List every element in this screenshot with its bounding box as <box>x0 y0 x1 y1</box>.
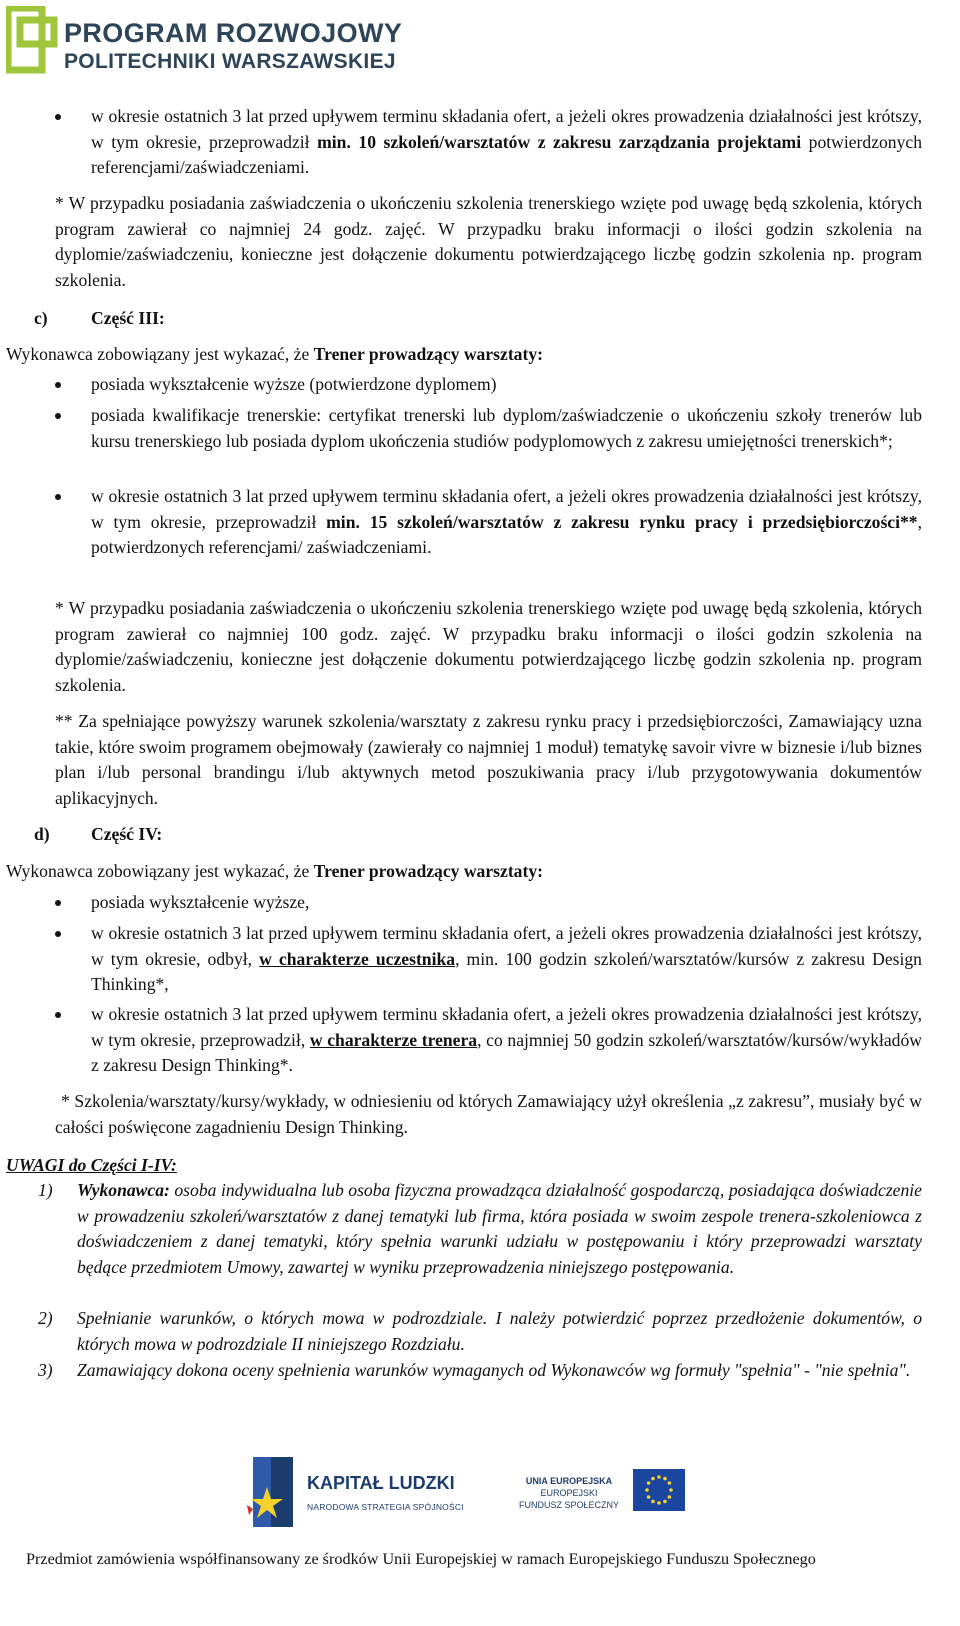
bullet-text-end: , co najmniej 50 godzin szkoleń/warsztatów/kursów/wykładów z zakresu Design Thinking*. <box>91 1029 922 1076</box>
bullet-text-end: , min. 100 godzin szkoleń/warsztatów/kursów z zakresu Design Thinking*, <box>91 948 922 995</box>
bullet-dot <box>55 114 61 120</box>
bullet-dot <box>55 931 61 937</box>
part4-intro <box>6 859 922 885</box>
cofinancing-statement: Przedmiot zamówienia współfinansowany ze środków Unii Europejskiej w ramach Europejskiego Funduszu Społecznego <box>26 1550 816 1568</box>
bullet-text-end: , potwierdzonych referencjami/ zaświadczeniami. <box>91 511 922 558</box>
eu-line-3: FUNDUSZ SPOŁECZNY <box>518 1500 619 1510</box>
part3-title: Część III: <box>91 308 165 328</box>
bullet-emphasis: w charakterze trenera <box>309 1029 478 1050</box>
bullet-text: w okresie ostatnich 3 lat przed upływem terminu składania ofert, a jeżeli okres prowadzenia działalności jest krótszy, w tym okresie, przeprowadził, <box>91 1004 922 1050</box>
program-logo <box>6 6 426 82</box>
eu-line-2: EUROPEJSKI <box>540 1488 598 1498</box>
intro-text: Wykonawca zobowiązany jest wykazać, że <box>6 861 314 881</box>
remark-item <box>77 1178 922 1280</box>
part3-bullet-education: posiada wykształcenie wyższe (potwierdzone dyplomem) <box>91 374 497 394</box>
part4-title: Część IV: <box>91 824 163 844</box>
remark-text: Spełnianie warunków, o których mowa w podrozdziale. I należy potwierdzić poprzez przedłożenie dokumentów, o których mowa w podrozdziale II niniejszego Rozdziału. <box>77 1308 922 1354</box>
part4-letter: d) <box>34 824 50 844</box>
program-logo-mark-icon <box>6 6 58 76</box>
remark-number: 1) <box>38 1180 53 1200</box>
bullet-dot <box>55 413 61 419</box>
bullet-emphasis: min. 10 szkoleń/warsztatów z zakresu zarządzania projektami <box>317 131 802 152</box>
bullet-dot <box>55 900 61 906</box>
bullet-emphasis: w charakterze uczestnika <box>259 948 456 969</box>
logo-title: PROGRAM ROZWOJOWY <box>64 18 403 48</box>
remark-number: 3) <box>38 1360 53 1380</box>
part3-bullet-experience <box>91 484 922 561</box>
bullet-text-end: potwierdzonych referencjami/zaświadczeniami. <box>91 131 923 178</box>
kapital-ludzki-subtitle: NARODOWA STRATEGIA SPÓJNOŚCI <box>307 1502 464 1512</box>
logo-subtitle: POLITECHNIKI WARSZAWSKIEJ <box>64 50 396 73</box>
remark-item <box>77 1306 922 1357</box>
eu-text <box>510 1475 628 1511</box>
bullet-dot <box>55 1012 61 1018</box>
part3-intro <box>6 342 922 368</box>
remark-text: Zamawiający dokona oceny spełnienia warunków wymaganych od Wykonawców wg formuły "spełnia" - "nie spełnia". <box>77 1360 911 1380</box>
kapital-ludzki-flag-icon <box>245 1457 297 1529</box>
footer-logos <box>245 1455 685 1535</box>
part3-footnote-1: * W przypadku posiadania zaświadczenia o ukończeniu szkolenia trenerskiego wzięte pod uwagę będą szkolenia, których program zawierał co najmniej 100 godz. zajęć. W przypadku braku informacji o ilości godzin szkolenia na dyplomie/zaświadczeniu, konieczne jest dołączenie dokumentu potwierdzającego liczbę godzin szkolenia np. program szkolenia. <box>55 598 922 695</box>
part2-footnote: * W przypadku posiadania zaświadczenia o ukończeniu szkolenia trenerskiego wzięte pod uwagę będą szkolenia, których program zawierał co najmniej 24 godz. zajęć. W przypadku braku informacji o ilości godzin szkolenia na dyplomie/zaświadczeniu, konieczne jest dołączenie dokumentu potwierdzającego liczbę godzin szkolenia np. program szkolenia. <box>55 193 922 290</box>
part4-bullet-participant <box>91 921 922 998</box>
bullet-dot <box>55 382 61 388</box>
remark-item <box>77 1358 922 1384</box>
part4-bullet-trainer <box>91 1002 922 1079</box>
part4-footnote: * Szkolenia/warsztaty/kursy/wykłady, w odniesieniu od których Zamawiający użył określenia „z zakresu”, musiały być w całości poświęcone zagadnieniu Design Thinking. <box>55 1091 922 1137</box>
kapital-ludzki-title: KAPITAŁ LUDZKI <box>307 1473 455 1493</box>
bullet-dot <box>55 494 61 500</box>
eu-line-1: UNIA EUROPEJSKA <box>525 1476 613 1486</box>
part3-bullet-qualifications: posiada kwalifikacje trenerskie: certyfikat trenerski lub dyplom/zaświadczenie o ukończeniu szkoły trenerów lub kursu trenerskiego lub posiada dyplom ukończenia studiów podyplomowych z zakresu umiejętności trenerskich*; <box>91 405 922 451</box>
remarks-heading: UWAGI do Części I-IV: <box>6 1155 177 1175</box>
part3-footnote-2: ** Za spełniające powyższy warunek szkolenia/warsztaty z zakresu rynku pracy i przedsiębiorczości, Zamawiający uzna takie, które swoim programem obejmowały (zawierały co najmniej 1 moduł) tematykę savoir vivre w biznesie i/lub biznes plan i/lub personal brandingu i/lub aktywnych metod poszukiwania pracy i/lub przygotowywania dokumentów aplikacyjnych. <box>55 711 922 808</box>
remark-number: 2) <box>38 1308 53 1328</box>
intro-emphasis: Trener prowadzący warsztaty: <box>313 344 543 364</box>
remark-text: osoba indywidualna lub osoba fizyczna prowadząca działalność gospodarczą, posiadająca doświadczenie w prowadzeniu szkoleń/warsztatów z danej tematyki lub firma, która posiada w swoim zespole trenera-szkoleniowca z doświadczeniem z danej tematyki, który spełnia warunki udziału w postępowaniu i który przeprowadzi warsztaty będące przedmiotem Umowy, zawartej w wyniku przeprowadzenia niniejszego postępowania. <box>77 1180 922 1277</box>
bullet-text: w okresie ostatnich 3 lat przed upływem terminu składania ofert, a jeżeli okres prowadzenia działalności jest krótszy, w tym okresie, odbył, <box>91 923 922 969</box>
bullet-text: w okresie ostatnich 3 lat przed upływem terminu składania ofert, a jeżeli okres prowadzenia działalności jest krótszy, w tym okresie, przeprowadził <box>91 106 922 152</box>
eu-flag-icon <box>633 1469 685 1511</box>
intro-emphasis: Trener prowadzący warsztaty: <box>313 861 543 881</box>
part3-letter: c) <box>34 308 48 328</box>
part2-bullet-experience <box>91 104 922 181</box>
bullet-emphasis: min. 15 szkoleń/warsztatów z zakresu rynku pracy i przedsiębiorczości** <box>326 511 918 532</box>
intro-text: Wykonawca zobowiązany jest wykazać, że <box>6 344 314 364</box>
bullet-text: w okresie ostatnich 3 lat przed upływem terminu składania ofert, a jeżeli okres prowadzenia działalności jest krótszy, w tym okresie, przeprowadził <box>91 486 922 532</box>
part4-bullet-education: posiada wykształcenie wyższe, <box>91 892 310 912</box>
remark-lead: Wykonawca: <box>77 1180 170 1200</box>
